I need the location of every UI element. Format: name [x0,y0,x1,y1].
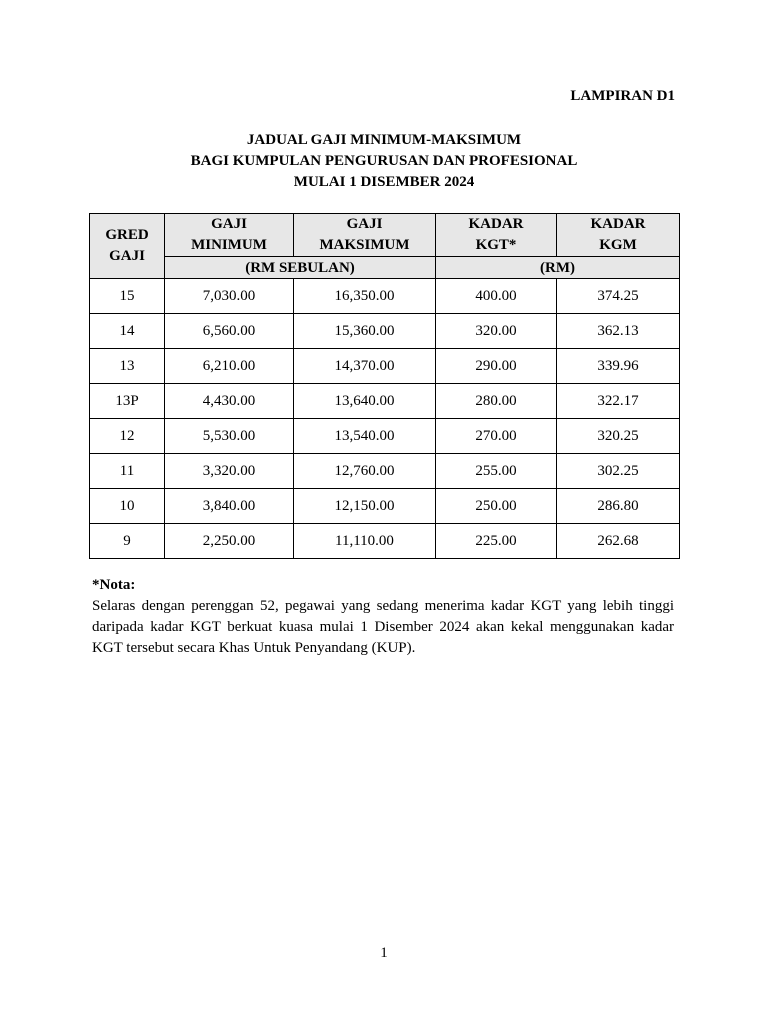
cell-gred: 11 [90,454,165,489]
cell-kadar-kgm: 322.17 [557,384,680,419]
header-unit-salary: (RM SEBULAN) [165,257,436,279]
table-row [90,314,680,349]
table-row [90,349,680,384]
header-gaji-min-line1: GAJI [211,216,247,232]
header-gaji-maksimum [294,214,436,257]
title-line-1: JADUAL GAJI MINIMUM-MAKSIMUM [246,132,522,148]
cell-kadar-kgm: 320.25 [557,419,680,454]
cell-gaji-maksimum: 13,540.00 [294,419,436,454]
header-gred-line1: GRED [105,227,149,243]
cell-gaji-minimum: 2,250.00 [165,524,294,559]
cell-kadar-kgt: 270.00 [436,419,557,454]
cell-kadar-kgm: 362.13 [557,314,680,349]
header-gred-line2: GAJI [109,248,145,264]
cell-kadar-kgt: 225.00 [436,524,557,559]
cell-gred: 13 [90,349,165,384]
header-gaji-max-line2: MAKSIMUM [319,237,410,253]
annex-label: LAMPIRAN D1 [570,88,675,104]
header-kadar-kgt [436,214,557,257]
table-row [90,419,680,454]
header-gred-gaji [90,214,165,279]
table-row [90,489,680,524]
table-row [90,279,680,314]
cell-kadar-kgt: 400.00 [436,279,557,314]
title-line-3: MULAI 1 DISEMBER 2024 [293,174,475,190]
cell-kadar-kgm: 374.25 [557,279,680,314]
note-title: *Nota: [92,577,136,593]
table-row [90,524,680,559]
cell-gaji-maksimum: 12,150.00 [294,489,436,524]
cell-gaji-minimum: 3,840.00 [165,489,294,524]
document-title [0,130,768,193]
cell-gaji-minimum: 7,030.00 [165,279,294,314]
cell-gaji-maksimum: 11,110.00 [294,524,436,559]
note-text: Selaras dengan perenggan 52, pegawai yang sedang menerima kadar KGT yang lebih tinggi daripada kadar KGT berkuat kuasa mulai 1 Disember 2024 akan kekal menggunakan kadar KGT tersebut secara Khas Untuk Penyandang (KUP). [92,598,674,656]
cell-gaji-minimum: 5,530.00 [165,419,294,454]
page-number: 1 [380,945,388,961]
cell-gaji-maksimum: 13,640.00 [294,384,436,419]
cell-kadar-kgt: 255.00 [436,454,557,489]
cell-gaji-minimum: 6,560.00 [165,314,294,349]
table-row [90,454,680,489]
cell-gred: 14 [90,314,165,349]
cell-gaji-maksimum: 14,370.00 [294,349,436,384]
salary-table [89,213,680,559]
cell-gred: 10 [90,489,165,524]
header-gaji-min-line2: MINIMUM [191,237,267,253]
cell-gaji-maksimum: 16,350.00 [294,279,436,314]
header-kadar-kgm [557,214,680,257]
cell-gaji-maksimum: 12,760.00 [294,454,436,489]
cell-kadar-kgt: 320.00 [436,314,557,349]
salary-table-body [90,279,680,559]
cell-kadar-kgt: 250.00 [436,489,557,524]
title-line-2: BAGI KUMPULAN PENGURUSAN DAN PROFESIONAL [190,153,578,169]
cell-gred: 12 [90,419,165,454]
header-gaji-minimum [165,214,294,257]
cell-kadar-kgm: 302.25 [557,454,680,489]
cell-kadar-kgm: 339.96 [557,349,680,384]
header-gaji-max-line1: GAJI [346,216,383,232]
cell-kadar-kgm: 262.68 [557,524,680,559]
header-kgt-line1: KADAR [468,216,524,232]
header-kgm-line1: KADAR [590,216,646,232]
cell-gaji-minimum: 6,210.00 [165,349,294,384]
cell-gred: 13P [90,384,165,419]
cell-gaji-minimum: 4,430.00 [165,384,294,419]
cell-kadar-kgt: 280.00 [436,384,557,419]
cell-kadar-kgt: 290.00 [436,349,557,384]
cell-gaji-minimum: 3,320.00 [165,454,294,489]
cell-kadar-kgm: 286.80 [557,489,680,524]
cell-gaji-maksimum: 15,360.00 [294,314,436,349]
table-row [90,384,680,419]
header-kgm-line2: KGM [599,237,637,253]
note-section [92,575,674,659]
cell-gred: 9 [90,524,165,559]
header-kgt-line2: KGT* [475,237,517,253]
header-unit-rate: (RM) [436,257,680,279]
cell-gred: 15 [90,279,165,314]
